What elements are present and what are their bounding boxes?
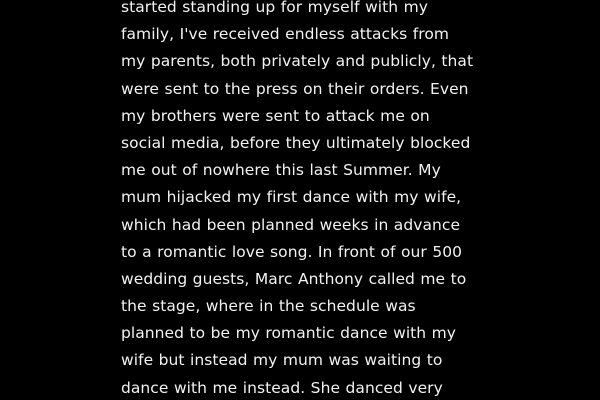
post-text-line: planned to be my romantic dance with my [121,324,457,343]
post-text-line: me out of nowhere this last Summer. My [121,161,441,180]
post-text-line: mum hijacked my first dance with my wife, [121,188,462,207]
post-text-line: social media, before they ultimately blocked [121,133,471,152]
post-text-line: were sent to the press on their orders. Even [121,79,469,98]
post-text-line: my parents, both privately and publicly, that [121,52,474,71]
post-text-line: my brothers were sent to attack me on [121,106,430,125]
post-text-line: which had been planned weeks in advance [121,215,461,234]
post-text-line: wedding guests, Marc Anthony called me to [121,269,467,288]
post-text-body [121,0,521,400]
post-text-line: family, I've received endless attacks from [121,25,450,44]
post-text-line: to a romantic love song. In front of our 500 [121,242,463,261]
post-text-line: wife but instead my mum was waiting to [121,351,443,370]
post-text-line: dance with me instead. She danced very [121,378,443,397]
post-text-line: the stage, where in the schedule was [121,297,416,316]
post-text-line: started standing up for myself with my [121,0,428,16]
